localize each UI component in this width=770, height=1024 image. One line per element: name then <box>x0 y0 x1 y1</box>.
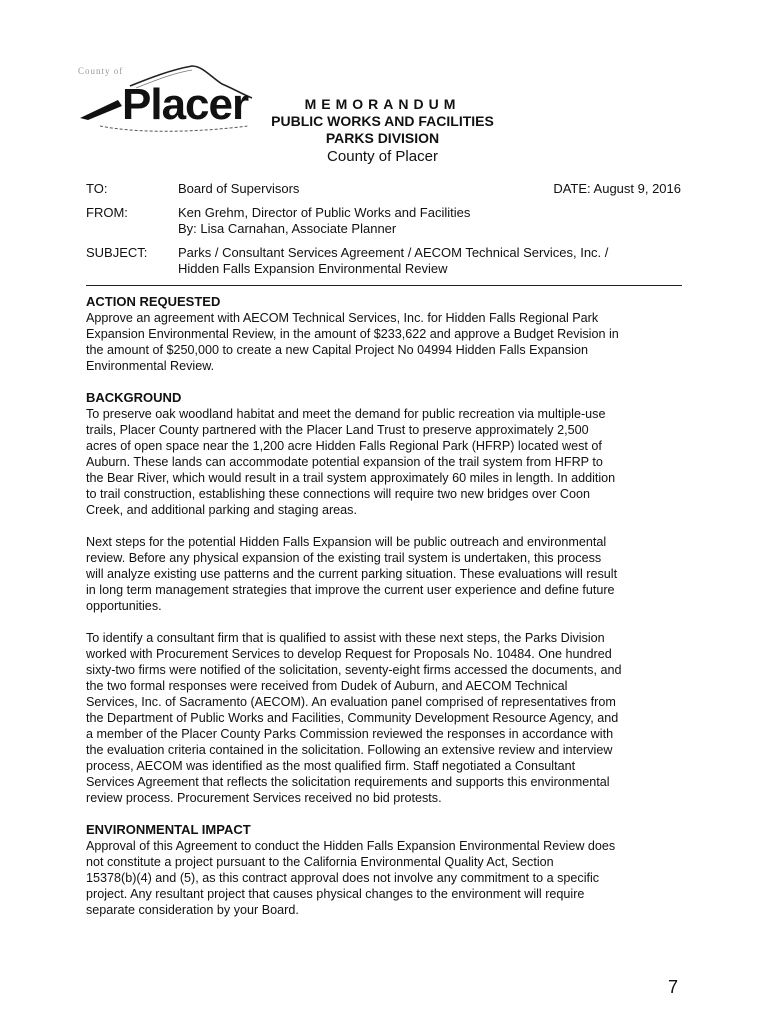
text-line: sixty-two firms were notified of the solicitation, seventy-eight firms accessed the documents, and <box>86 663 622 677</box>
text-line: will analyze existing use patterns and the current parking situation. These evaluations will result <box>86 567 618 581</box>
text-line: Approval of this Agreement to conduct the Hidden Falls Expansion Environmental Review does <box>86 839 616 853</box>
memo-meta <box>86 181 681 279</box>
text-line: acres of open space near the 1,200 acre Hidden Falls Regional Park (HFRP) located west of <box>86 439 602 453</box>
memo-date: DATE: August 9, 2016 <box>553 181 681 196</box>
text-line: process, AECOM was identified as the most qualified firm. Staff negotiated a Consultant <box>86 759 576 773</box>
background-paragraph-2 <box>86 534 682 614</box>
text-line: worked with Procurement Services to develop Request for Proposals No. 10484. One hundred <box>86 647 612 661</box>
subject-label: SUBJECT: <box>86 245 148 260</box>
header-divider <box>86 285 682 286</box>
subject-row <box>86 245 681 279</box>
dept-line-1: PUBLIC WORKS AND FACILITIES <box>271 113 494 129</box>
dept-line-2: PARKS DIVISION <box>325 130 440 146</box>
text-line: 15378(b)(4) and (5), as this contract approval does not involve any commitment to a specific <box>86 871 600 885</box>
logo-wordmark: Placer <box>122 80 249 129</box>
placer-county-logo <box>70 64 270 134</box>
text-line: a member of the Placer County Parks Commission reviewed the responses in accordance with <box>86 727 614 741</box>
text-line: To identify a consultant firm that is qualified to assist with these next steps, the Parks Division <box>86 631 605 645</box>
text-line: in long term management strategies that improve the current user experience and define future <box>86 583 615 597</box>
environmental-paragraph <box>86 838 682 918</box>
logo-small-text: County of <box>78 66 124 76</box>
from-value-line-1: Ken Grehm, Director of Public Works and Facilities <box>178 205 471 220</box>
text-line: trails, Placer County partnered with the Placer Land Trust to preserve approximately 2,500 <box>86 423 589 437</box>
background-heading: BACKGROUND <box>86 390 182 405</box>
text-line: To preserve oak woodland habitat and meet the demand for public recreation via multiple-use <box>86 407 606 421</box>
to-row <box>86 181 681 205</box>
text-line: Expansion Environmental Review, in the amount of $233,622 and approve a Budget Revision in <box>86 327 619 341</box>
memo-title: MEMORANDUM <box>304 96 461 112</box>
text-line: separate consideration by your Board. <box>86 903 299 917</box>
to-label: TO: <box>86 181 108 196</box>
text-line: project. Any resultant project that causes physical changes to the environment will require <box>86 887 585 901</box>
action-paragraph <box>86 310 682 374</box>
subject-value-line-1: Parks / Consultant Services Agreement / AECOM Technical Services, Inc. / <box>178 245 609 260</box>
text-line: Creek, and additional parking and staging areas. <box>86 503 357 517</box>
text-line: Environmental Review. <box>86 359 215 373</box>
memo-body <box>86 294 682 918</box>
text-line: the amount of $250,000 to create a new Capital Project No 04994 Hidden Falls Expansion <box>86 343 588 357</box>
memo-heading <box>255 96 510 166</box>
action-heading: ACTION REQUESTED <box>86 294 221 309</box>
text-line: review process. Procurement Services received no bid protests. <box>86 791 442 805</box>
subject-value <box>178 245 608 277</box>
text-line: the evaluation criteria contained in the solicitation. Following an extensive review and interview <box>86 743 613 757</box>
text-line: to trail construction, establishing these connections will require two new bridges over Coon <box>86 487 591 501</box>
background-paragraph-1 <box>86 406 682 518</box>
to-value: Board of Supervisors <box>178 181 300 196</box>
text-line: review. Before any physical expansion of the existing trail system is undertaken, this process <box>86 551 602 565</box>
subject-value-line-2: Hidden Falls Expansion Environmental Review <box>178 261 448 276</box>
text-line: opportunities. <box>86 599 162 613</box>
page-number: 7 <box>668 977 679 997</box>
text-line: Auburn. These lands can accommodate potential expansion of the trail system from HFRP to <box>86 455 603 469</box>
text-line: the Bear River, which would result in a trail system approximately 60 miles in length. In addition <box>86 471 616 485</box>
text-line: not constitute a project pursuant to the California Environmental Quality Act, Section <box>86 855 554 869</box>
from-value <box>178 205 470 237</box>
text-line: Services, Inc. of Sacramento (AECOM). An evaluation panel comprised of representatives from <box>86 695 616 709</box>
text-line: Approve an agreement with AECOM Technical Services, Inc. for Hidden Falls Regional Park <box>86 311 599 325</box>
environmental-heading: ENVIRONMENTAL IMPACT <box>86 822 251 837</box>
from-row <box>86 205 681 245</box>
county-name: County of Placer <box>327 148 438 165</box>
text-line: the two formal responses were received from Dudek of Auburn, and AECOM Technical <box>86 679 568 693</box>
text-line: Next steps for the potential Hidden Falls Expansion will be public outreach and environmental <box>86 535 607 549</box>
text-line: the Department of Public Works and Facilities, Community Development Resource Agency, and <box>86 711 619 725</box>
from-label: FROM: <box>86 205 128 220</box>
text-line: Services Agreement that reflects the solicitation requirements and supports this environmental <box>86 775 610 789</box>
from-value-line-2: By: Lisa Carnahan, Associate Planner <box>178 221 397 236</box>
background-paragraph-3 <box>86 630 682 806</box>
